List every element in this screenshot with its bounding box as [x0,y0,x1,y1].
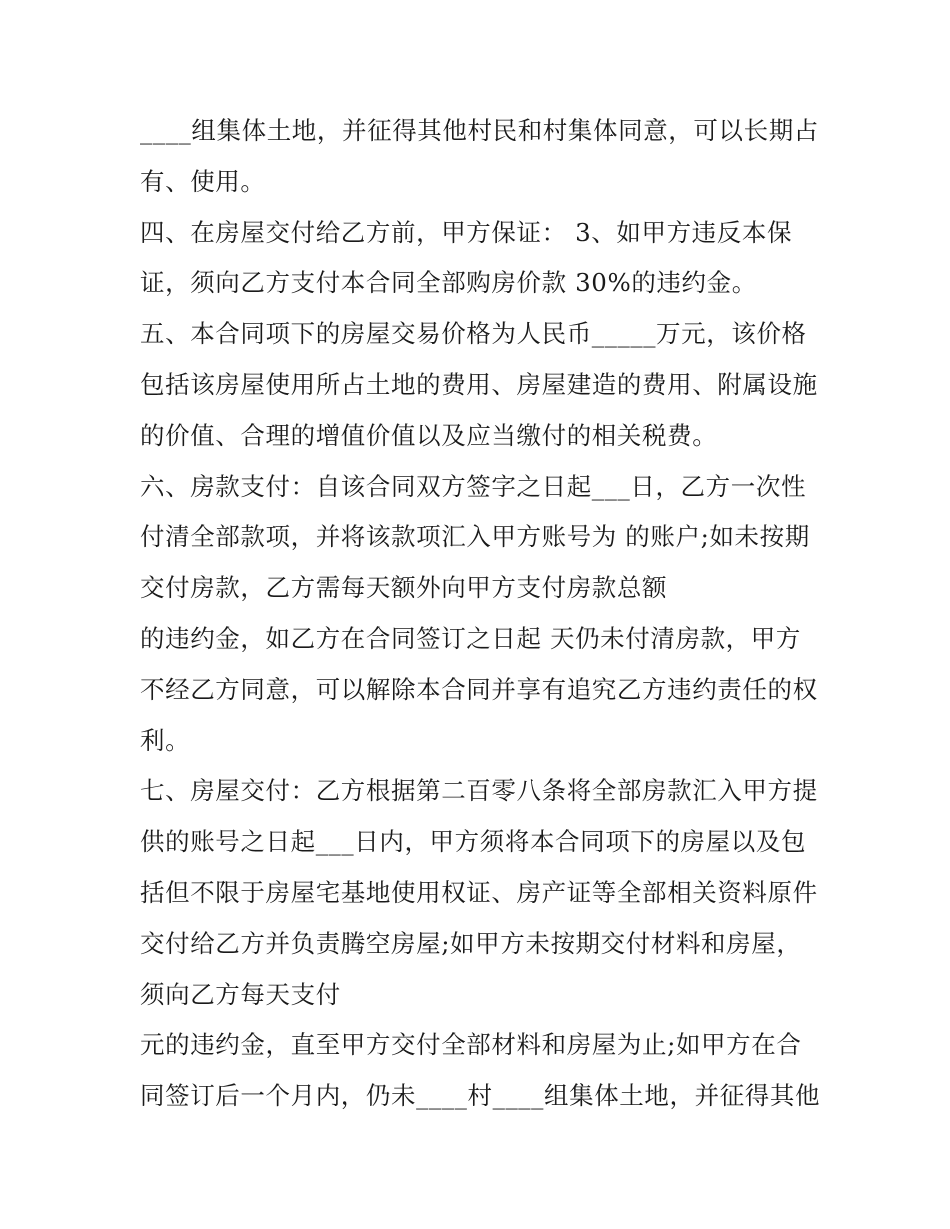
text-line: 利。 [140,725,191,755]
text-line: 同签订后一个月内，仍未____村____组集体土地，并征得其他 [140,1081,821,1111]
text-line: 须向乙方每天支付 [140,979,341,1009]
text-line: 五、本合同项下的房屋交易价格为人民币_____万元，该价格 [140,319,807,349]
text-line: 六、房款支付：自该合同双方签字之日起___日，乙方一次性 [140,471,807,501]
text-line: 七、房屋交付：乙方根据第二百零八条将全部房款汇入甲方提 [140,776,818,806]
text-line: 的价值、合理的增值价值以及应当缴付的相关税费。 [140,420,718,450]
text-line: 的违约金，如乙方在合同签订之日起 天仍未付清房款，甲方 [140,623,801,653]
text-line: ____组集体土地，并征得其他村民和村集体同意，可以长期占 [140,116,819,145]
text-line: 交付给乙方并负责腾空房屋;如甲方未按期交付材料和房屋， [140,928,802,958]
text-line: 不经乙方同意，可以解除本合同并享有追究乙方违约责任的权 [140,674,818,704]
text-line: 交付房款，乙方需每天额外向甲方支付房款总额 [140,573,668,603]
text-line: 付清全部款项，并将该款项汇入甲方账号为 的账户;如未按期 [140,522,810,552]
text-line: 四、在房屋交付给乙方前，甲方保证： 3、如甲方违反本保 [140,217,793,247]
text-line: 括但不限于房屋宅基地使用权证、房产证等全部相关资料原件 [140,877,818,907]
text-line: 证，须向乙方支付本合同全部购房价款 30%的违约金。 [140,268,757,298]
text-line: 有、使用。 [140,166,266,196]
contract-text [140,106,820,1122]
text-line: 元的违约金，直至甲方交付全部材料和房屋为止;如甲方在合 [140,1030,802,1060]
text-line: 包括该房屋使用所占土地的费用、房屋建造的费用、附属设施 [140,369,818,399]
text-line: 供的账号之日起___日内，甲方须将本合同项下的房屋以及包 [140,827,807,857]
